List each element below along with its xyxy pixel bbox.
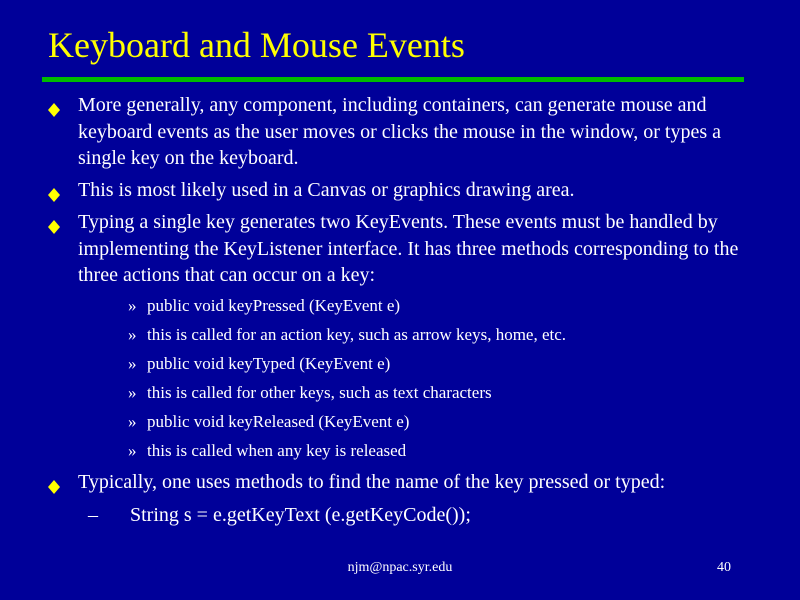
- bullet-item: [48, 177, 748, 204]
- sub-list-item: [128, 354, 390, 374]
- sub-list-item: [128, 325, 566, 345]
- bullet-item: [48, 209, 748, 289]
- bullet-text: Typically, one uses methods to find the name of the key pressed or typed:: [78, 471, 666, 493]
- bullet-item: [48, 92, 748, 172]
- sub-list-text: this is called when any key is released: [147, 441, 407, 460]
- dash-list-text: String s = e.getKeyText (e.getKeyCode());: [130, 504, 471, 526]
- diamond-bullet-icon: [48, 215, 60, 229]
- sub-list-item: [128, 383, 492, 403]
- bullet-item: [48, 469, 748, 496]
- page-number: 40: [717, 560, 731, 575]
- raquo-marker: »: [128, 412, 137, 431]
- diamond-bullet-icon: [48, 475, 60, 489]
- bullet-text: More generally, any component, including containers, can generate mouse and keyboard events as the user moves or clicks the mouse in the window, or types a single key on the keyboard.: [78, 94, 721, 169]
- dash-marker: –: [88, 504, 98, 526]
- raquo-marker: »: [128, 383, 137, 402]
- sub-list-text: public void keyPressed (KeyEvent e): [147, 296, 401, 315]
- raquo-marker: »: [128, 325, 137, 344]
- sub-list-text: public void keyTyped (KeyEvent e): [147, 354, 391, 373]
- title-divider: [42, 77, 744, 82]
- diamond-bullet-icon: [48, 98, 60, 112]
- footer-email: njm@npac.syr.edu: [347, 560, 453, 575]
- diamond-bullet-icon: [48, 183, 60, 197]
- raquo-marker: »: [128, 441, 137, 460]
- bullet-text: Typing a single key generates two KeyEvents. These events must be handled by implementing the KeyListener interface. It has three methods corresponding to the three actions that can occur on a key:: [78, 211, 739, 286]
- dash-list-item: [88, 502, 471, 528]
- sub-list-item: [128, 441, 406, 461]
- sub-list-item: [128, 296, 400, 316]
- raquo-marker: »: [128, 296, 137, 315]
- sub-list-text: public void keyReleased (KeyEvent e): [147, 412, 410, 431]
- raquo-marker: »: [128, 354, 137, 373]
- sub-list-text: this is called for an action key, such as arrow keys, home, etc.: [147, 325, 567, 344]
- slide-title: Keyboard and Mouse Events: [48, 25, 465, 65]
- sub-list-text: this is called for other keys, such as text characters: [147, 383, 492, 402]
- sub-list-item: [128, 412, 409, 432]
- bullet-text: This is most likely used in a Canvas or graphics drawing area.: [78, 179, 575, 201]
